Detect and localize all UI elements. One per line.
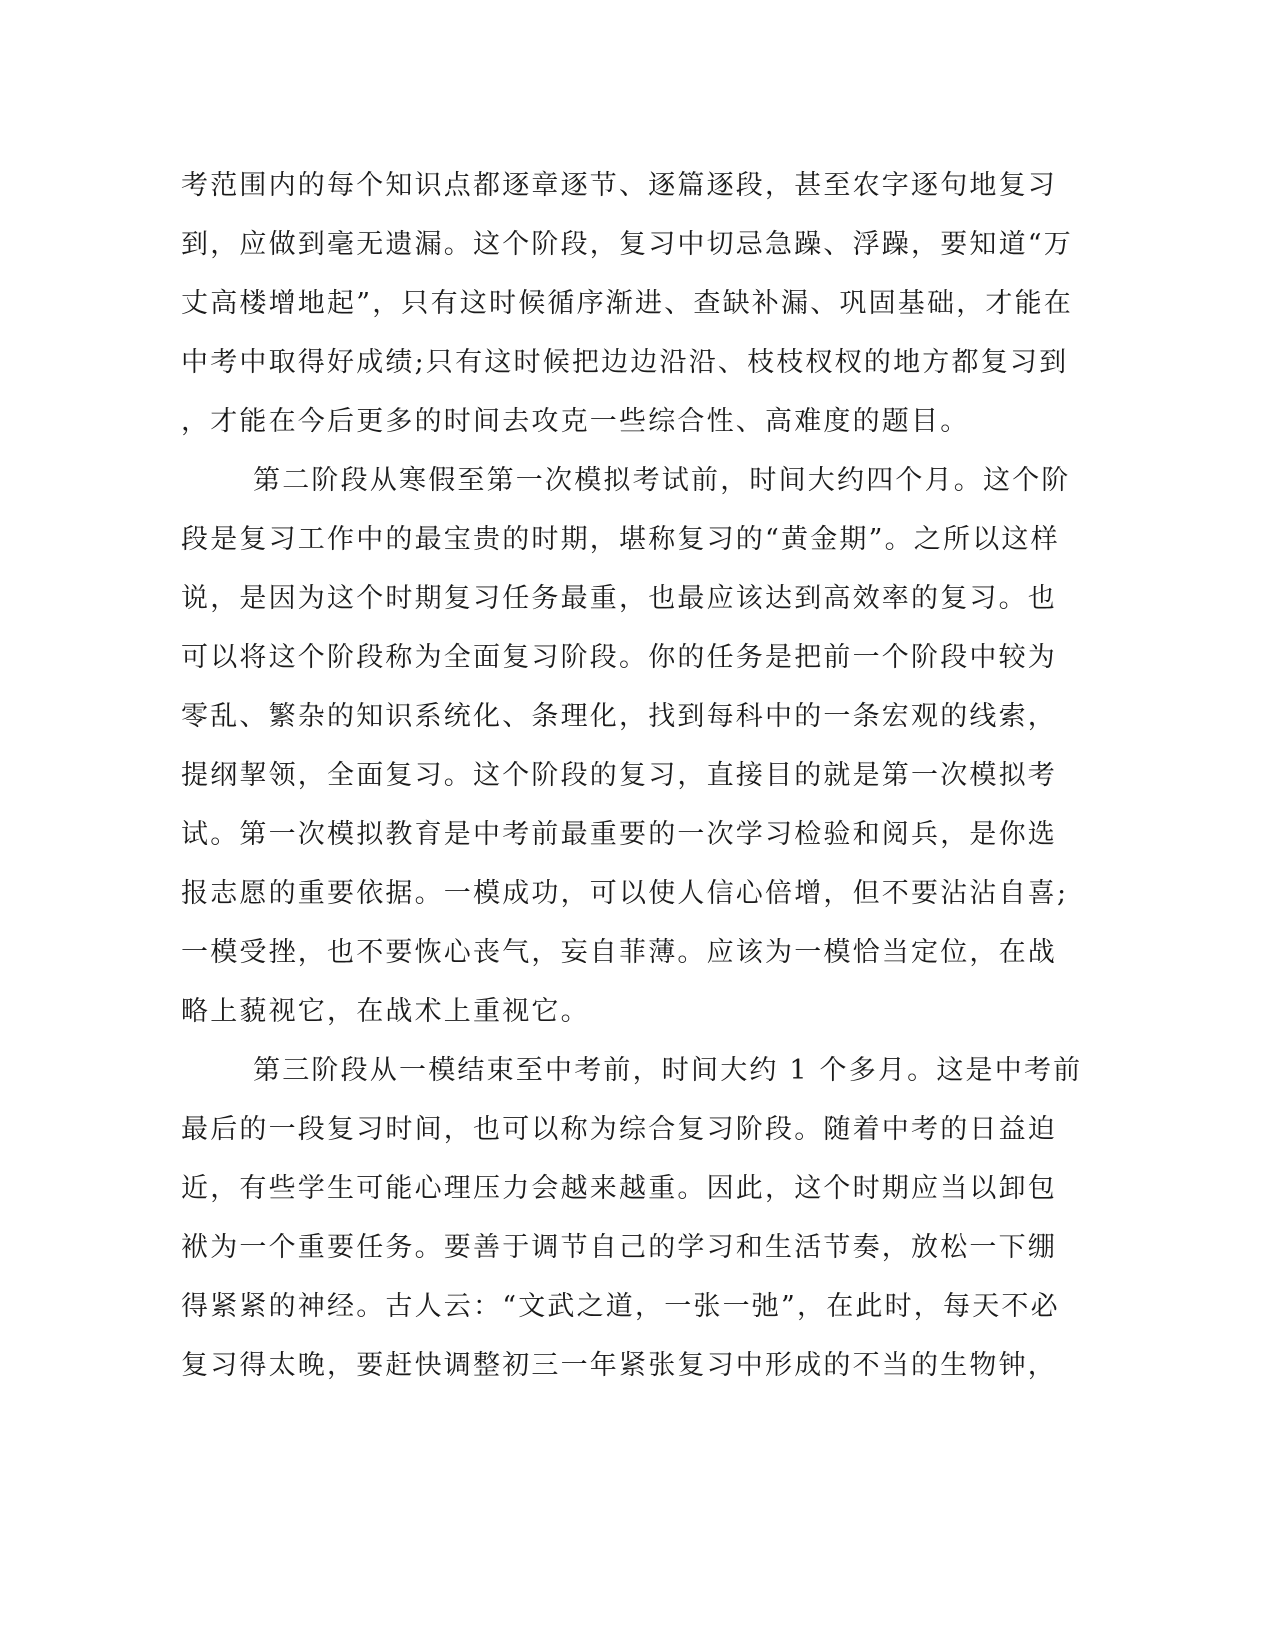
paragraph-start-line: 第三阶段从一模结束至中考前，时间大约 1 个多月。这是中考前 <box>253 1055 1083 1086</box>
text-line: 提纲挈领，全面复习。这个阶段的复习，直接目的就是第一次模拟考 <box>181 760 1057 791</box>
text-line: 到，应做到毫无遗漏。这个阶段，复习中切忌急躁、浮躁，要知道“万 <box>181 229 1074 260</box>
text-line: 略上藐视它，在战术上重视它。 <box>181 996 590 1027</box>
text-line: 最后的一段复习时间，也可以称为综合复习阶段。随着中考的日益迫 <box>181 1114 1057 1145</box>
text-line: 段是复习工作中的最宝贵的时期，堪称复习的“黄金期”。之所以这样 <box>181 524 1060 555</box>
text-line: 试。第一次模拟教育是中考前最重要的一次学习检验和阅兵，是你选 <box>181 819 1057 850</box>
text-line: 零乱、繁杂的知识系统化、条理化，找到每科中的一条宏观的线索， <box>181 701 1057 732</box>
paragraph-start-line: 第二阶段从寒假至第一次模拟考试前，时间大约四个月。这个阶 <box>253 465 1071 496</box>
text-line: 袱为一个重要任务。要善于调节自己的学习和生活节奏，放松一下绷 <box>181 1232 1057 1263</box>
text-line: 报志愿的重要依据。一模成功，可以使人信心倍增，但不要沾沾自喜; <box>181 878 1069 909</box>
text-line: 复习得太晚，要赶快调整初三一年紧张复习中形成的不当的生物钟， <box>181 1350 1057 1381</box>
text-line: 一模受挫，也不要恢心丧气，妄自菲薄。应该为一模恰当定位，在战 <box>181 937 1057 968</box>
body-text <box>181 156 1083 1395</box>
text-line: ，才能在今后更多的时间去攻克一些综合性、高难度的题目。 <box>181 406 970 437</box>
text-line: 可以将这个阶段称为全面复习阶段。你的任务是把前一个阶段中较为 <box>181 642 1057 673</box>
text-line: 中考中取得好成绩;只有这时候把边边沿沿、枝枝杈杈的地方都复习到 <box>181 347 1069 378</box>
text-line: 丈高楼增地起”，只有这时候循序渐进、查缺补漏、巩固基础，才能在 <box>181 288 1074 319</box>
text-line: 得紧紧的神经。古人云：“文武之道，一张一弛”，在此时，每天不必 <box>181 1291 1060 1322</box>
text-line: 考范围内的每个知识点都逐章逐节、逐篇逐段，甚至农字逐句地复习 <box>181 170 1057 201</box>
text-line: 近，有些学生可能心理压力会越来越重。因此，这个时期应当以卸包 <box>181 1173 1057 1204</box>
text-line: 说，是因为这个时期复习任务最重，也最应该达到高效率的复习。也 <box>181 583 1057 614</box>
